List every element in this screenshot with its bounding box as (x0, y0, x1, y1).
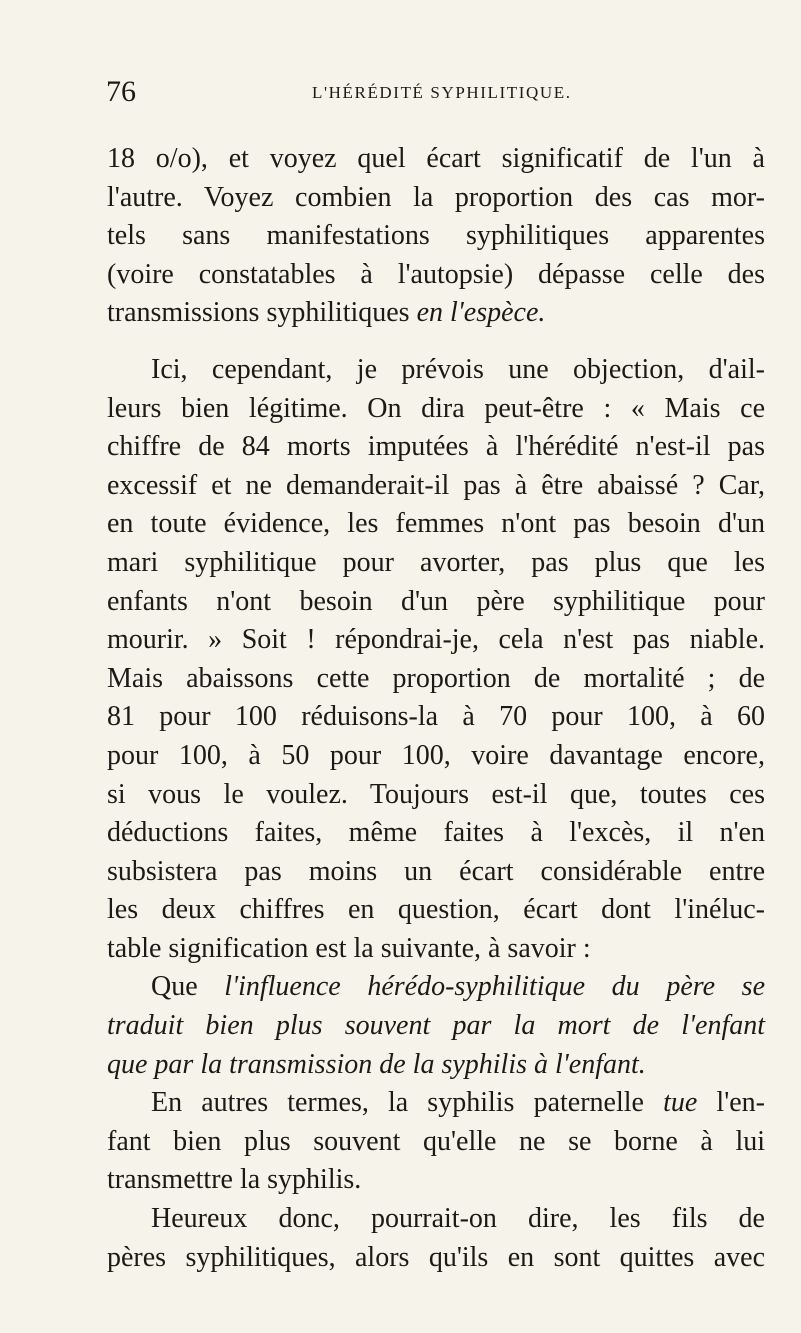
text-line: fant bien plus souvent qu'elle ne se borne à lui (107, 1125, 765, 1157)
text-line: enfants n'ont besoin d'un père syphilitique pour (107, 585, 765, 617)
text-line: transmettre la syphilis. (107, 1164, 362, 1196)
text-line: leurs bien légitime. On dira peut-être : « Mais ce (107, 392, 765, 424)
text-line: excessif et ne demanderait-il pas à être abaissé ? Car, (107, 469, 765, 501)
text-line: 18 o/o), et voyez quel écart significatif de l'un à (107, 143, 765, 174)
italic-text: en l'espèce. (416, 297, 546, 329)
text-line: en toute évidence, les femmes n'ont pas besoin d'un (107, 508, 765, 540)
text-line (107, 968, 765, 1007)
running-head: L'HÉRÉDITÉ SYPHILITIQUE. (312, 83, 572, 102)
paragraph-gap (107, 333, 765, 351)
text-line: (voire constatables à l'autopsie) dépasse celle des (107, 258, 765, 290)
italic-text: l'influence hérédo-syphilitique du père se (224, 971, 765, 1003)
text-segment: transmissions syphilitiques (107, 297, 417, 329)
text-line: mourir. » Soit ! répondrai-je, cela n'est pas niable. (107, 624, 765, 656)
text-line: pour 100, à 50 pour 100, voire davantage encore, (107, 739, 765, 771)
text-line: 81 pour 100 réduisons-la à 70 pour 100, à 60 (107, 701, 765, 733)
text-line: chiffre de 84 morts imputées à l'hérédité n'est-il pas (107, 431, 765, 463)
text-line: si vous le voulez. Toujours est-il que, toutes ces (107, 778, 765, 810)
text-line: les deux chiffres en question, écart dont l'inéluc- (107, 894, 765, 926)
body-text (107, 140, 765, 1277)
text-line: subsistera pas moins un écart considérable entre (107, 855, 765, 887)
text-line (107, 294, 765, 333)
text-line: mari syphilitique pour avorter, pas plus que les (107, 546, 765, 578)
text-segment: En autres termes, la syphilis paternelle (151, 1087, 664, 1119)
italic-text: tue (663, 1087, 698, 1119)
paragraph-5 (107, 1200, 765, 1277)
text-line: pères syphilitiques, alors qu'ils en sont quittes avec (107, 1241, 765, 1273)
text-segment: Que (151, 971, 225, 1003)
paragraph-1 (107, 140, 765, 333)
text-line: Mais abaissons cette proportion de mortalité ; de (107, 662, 765, 694)
text-segment: l'en- (697, 1087, 766, 1119)
page-header (106, 72, 666, 112)
paragraph-3 (107, 968, 765, 1084)
page-number: 76 (106, 75, 136, 108)
paragraph-2 (107, 351, 765, 969)
text-line: Ici, cependant, je prévois une objection, d'ail- (151, 353, 765, 385)
paragraph-4 (107, 1084, 765, 1200)
text-line: table signification est la suivante, à savoir : (107, 932, 591, 964)
italic-line: traduit bien plus souvent par la mort de l'enfant (107, 1010, 765, 1042)
text-line (107, 1084, 765, 1123)
text-line: Heureux donc, pourrait-on dire, les fils de (151, 1203, 765, 1235)
text-line: tels sans manifestations syphilitiques apparentes (107, 220, 765, 252)
text-line: déductions faites, même faites à l'excès, il n'en (107, 817, 765, 849)
italic-line: que par la transmission de la syphilis à l'enfant. (107, 1048, 646, 1080)
text-line: l'autre. Voyez combien la proportion des cas mor- (107, 181, 765, 213)
